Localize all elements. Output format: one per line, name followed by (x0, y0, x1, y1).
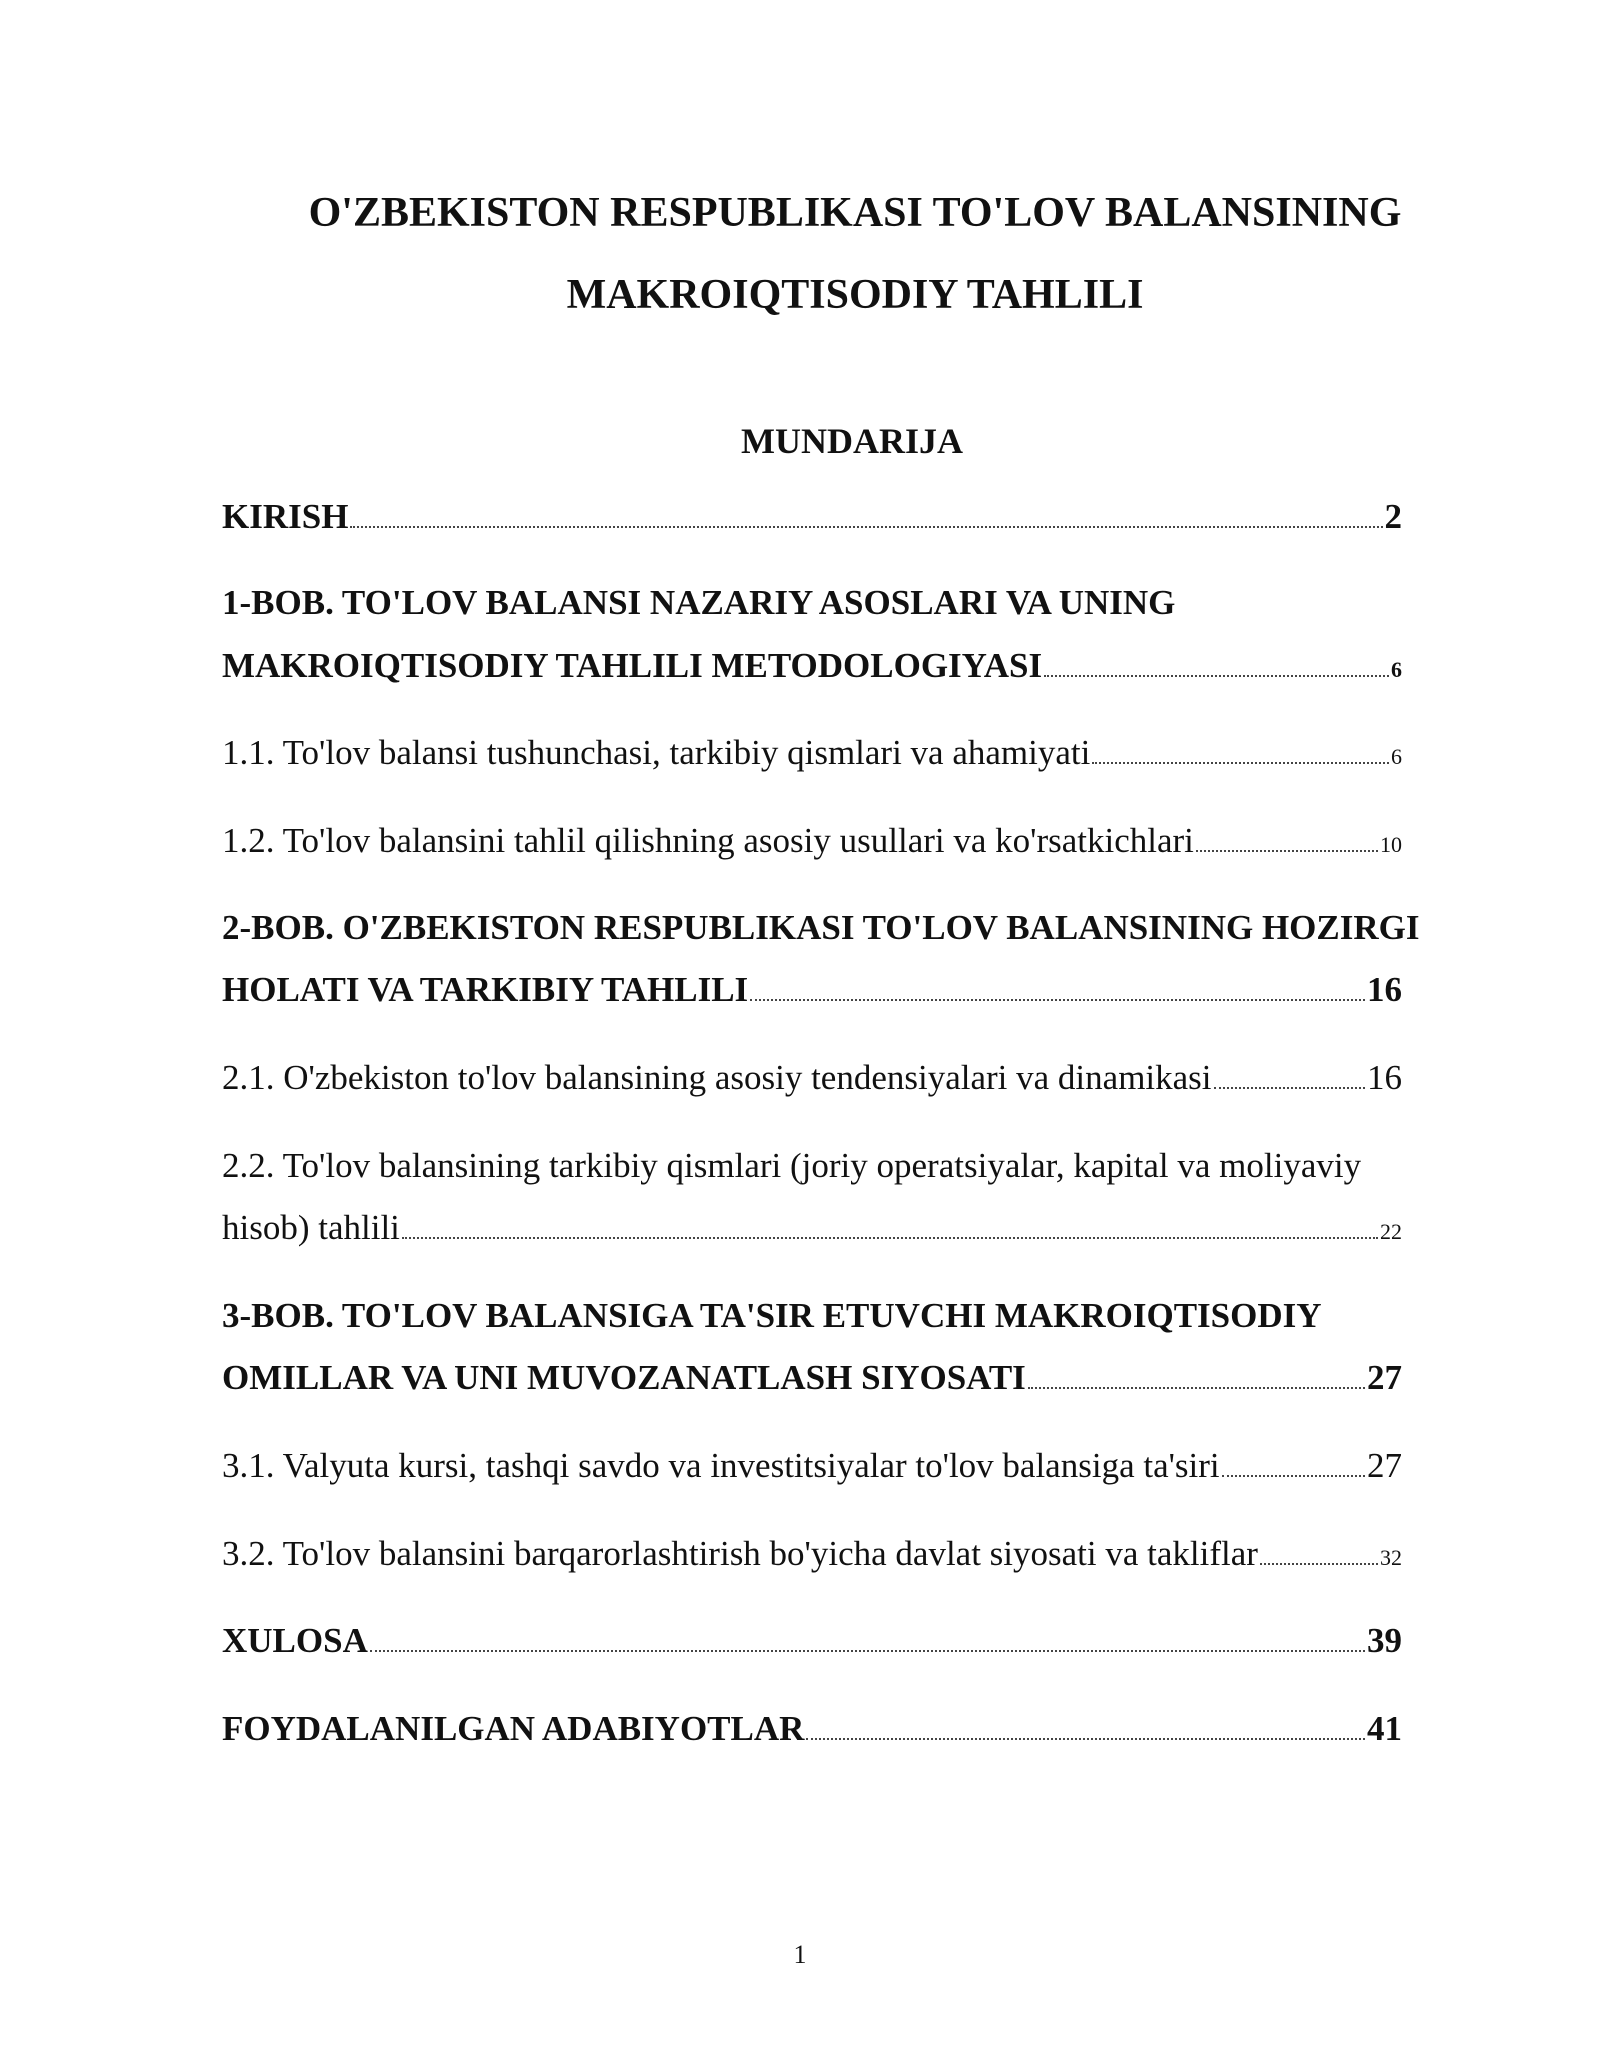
toc-entry-title: 3.2. To'lov balansini barqarorlashtirish bo'yicha davlat siyosati va takliflar (222, 1534, 1258, 1573)
toc-entry-section-1-2[interactable] (222, 821, 1402, 861)
toc-entry-page: 32 (1380, 1545, 1402, 1570)
toc-heading: MUNDARIJA (741, 421, 963, 461)
toc-entry-title: hisob) tahlili (222, 1208, 400, 1247)
toc-leader-dots (402, 1237, 1378, 1239)
toc-leader-dots (1044, 675, 1389, 677)
toc-entry-title: OMILLAR VA UNI MUVOZANATLASH SIYOSATI (222, 1358, 1026, 1397)
toc-entry-section-2-2-line1: 2.2. To'lov balansining tarkibiy qismlari (joriy operatsiyalar, kapital va moliyaviy (222, 1146, 1362, 1185)
toc-entry-chapter2-line1: 2-BOB. O'ZBEKISTON RESPUBLIKASI TO'LOV BALANSINING HOZIRGI (222, 908, 1420, 947)
title-line-2: MAKROIQTISODIY TAHLILI (566, 272, 1144, 318)
toc-entry-xulosa[interactable] (222, 1621, 1402, 1661)
toc-entry-section-3-2[interactable] (222, 1534, 1402, 1574)
toc-entry-page: 39 (1367, 1621, 1402, 1660)
toc-entry-title: MAKROIQTISODIY TAHLILI METODOLOGIYASI (222, 646, 1043, 685)
toc-leader-dots (1222, 1475, 1365, 1477)
toc-entry-chapter2[interactable] (222, 970, 1402, 1010)
toc-entry-title: 2.1. O'zbekiston to'lov balansining asosiy tendensiyalari va dinamikasi (222, 1058, 1212, 1097)
toc-leader-dots (370, 1650, 1365, 1652)
toc-leader-dots (1028, 1387, 1365, 1389)
toc-entry-chapter3[interactable] (222, 1358, 1402, 1398)
toc-entry-kirish[interactable] (222, 497, 1402, 537)
toc-leader-dots (806, 1738, 1365, 1740)
toc-entry-page: 10 (1380, 832, 1402, 857)
title-line-1: O'ZBEKISTON RESPUBLIKASI TO'LOV BALANSINING (308, 190, 1402, 236)
toc-leader-dots (1260, 1563, 1378, 1565)
toc-entry-page: 41 (1367, 1709, 1402, 1748)
page-number: 1 (793, 1940, 807, 1969)
toc-leader-dots (750, 999, 1365, 1001)
toc-entry-page: 16 (1367, 1058, 1402, 1097)
toc-leader-dots (1214, 1087, 1365, 1089)
toc-entry-page: 16 (1367, 970, 1402, 1009)
toc-leader-dots (350, 526, 1382, 528)
toc-entry-title: FOYDALANILGAN ADABIYOTLAR (222, 1709, 805, 1748)
toc-entry-references[interactable] (222, 1709, 1402, 1749)
toc-leader-dots (1092, 762, 1389, 764)
toc-entry-chapter1[interactable] (222, 646, 1402, 686)
toc-entry-page: 22 (1380, 1219, 1402, 1244)
toc-entry-title: 3.1. Valyuta kursi, tashqi savdo va investitsiyalar to'lov balansiga ta'siri (222, 1446, 1220, 1485)
toc-leader-dots (1196, 850, 1378, 852)
toc-entry-chapter1-line1: 1-BOB. TO'LOV BALANSI NAZARIY ASOSLARI VA UNING (222, 583, 1176, 622)
toc-entry-page: 6 (1391, 744, 1402, 769)
document-title (250, 172, 1460, 336)
toc-entry-section-2-2[interactable] (222, 1208, 1402, 1248)
toc-entry-page: 27 (1367, 1446, 1402, 1485)
toc-entry-section-2-1[interactable] (222, 1058, 1402, 1098)
toc-entry-section-3-1[interactable] (222, 1446, 1402, 1486)
toc-entry-page: 2 (1384, 497, 1402, 536)
toc-entry-page: 27 (1367, 1358, 1402, 1397)
toc-entry-title: KIRISH (222, 497, 349, 536)
toc-entry-title: 1.2. To'lov balansini tahlil qilishning asosiy usullari va ko'rsatkichlari (222, 821, 1194, 860)
toc-entry-title: XULOSA (222, 1621, 368, 1660)
toc-entry-chapter3-line1: 3-BOB. TO'LOV BALANSIGA TA'SIR ETUVCHI MAKROIQTISODIY (222, 1296, 1322, 1335)
toc-entry-section-1-1[interactable] (222, 733, 1402, 773)
toc-entry-title: 1.1. To'lov balansi tushunchasi, tarkibiy qismlari va ahamiyati (222, 733, 1091, 772)
toc-entry-title: HOLATI VA TARKIBIY TAHLILI (222, 970, 749, 1009)
toc-entry-page: 6 (1391, 657, 1402, 682)
